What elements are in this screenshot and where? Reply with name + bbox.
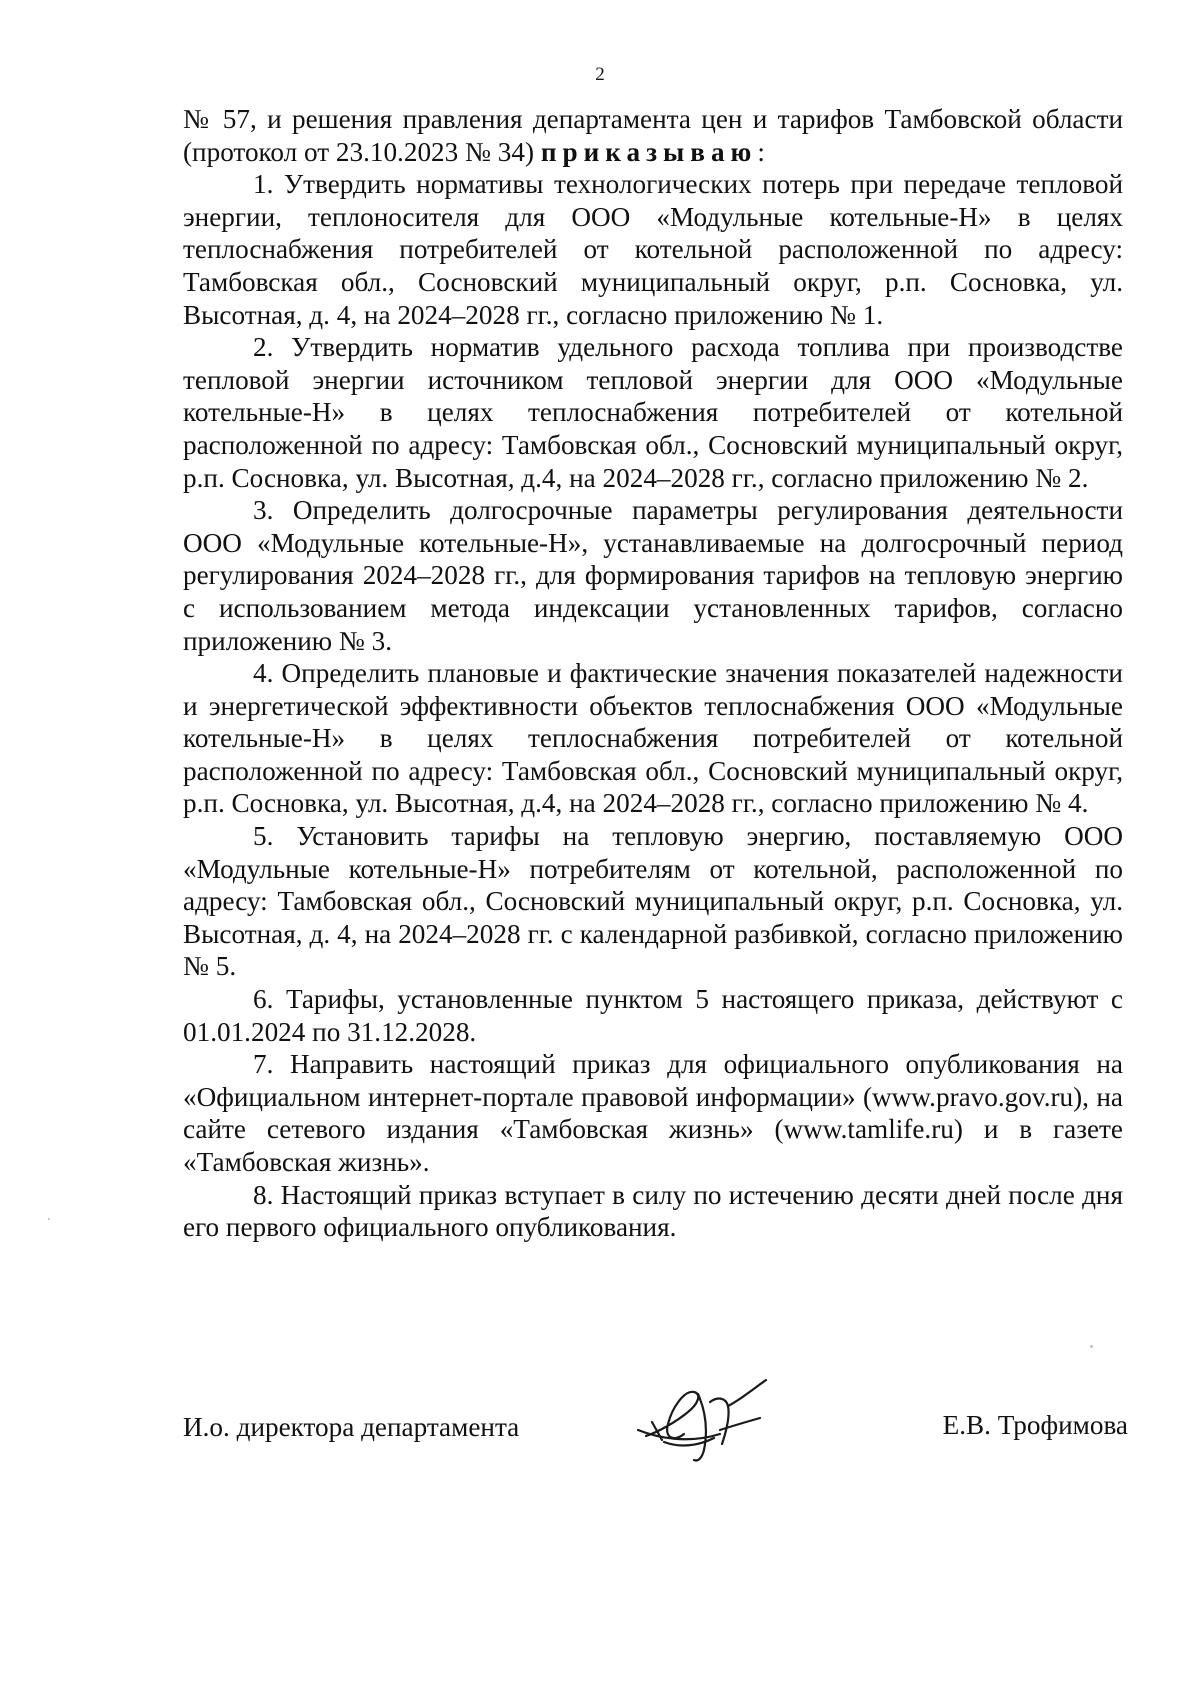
order-item-4: 4. Определить плановые и фактические значения показателей надежности и энергетической эффективности объектов теплоснабжения ООО «Модульные котельные-Н» в целях теплоснабжения потребителей от котельной расположенной по адресу: Тамбовская обл., Сосновский муниципальный округ, р.п. Сосновка, ул. Высотная, д.4, на 2024–2028 гг., согласно приложению № 4. [183, 658, 1123, 819]
order-item-7: 7. Направить настоящий приказ для официального опубликования на «Официальном интернет-портале правовой информации» (www.pravo.gov.ru), на сайте сетевого издания «Тамбовская жизнь» (www.tamlife.ru) и в газете «Тамбовская жизнь». [183, 1049, 1123, 1177]
order-body [183, 103, 1123, 1244]
order-item-6: 6. Тарифы, установленные пунктом 5 настоящего приказа, действуют с 01.01.2024 по 31.12.2028. [183, 984, 1123, 1047]
scan-speck [48, 1218, 50, 1220]
intro-paragraph [183, 103, 1123, 168]
order-item-8: 8. Настоящий приказ вступает в силу по истечению десяти дней после дня его первого официального опубликования. [183, 1179, 1123, 1243]
order-item-2: 2. Утвердить норматив удельного расхода топлива при производстве тепловой энергии источником тепловой энергии для ООО «Модульные котельные-Н» в целях теплоснабжения потребителей от котельной расположенной по адресу: Тамбовская обл., Сосновский муниципальный округ, р.п. Сосновка, ул. Высотная, д.4, на 2024–2028 гг., согласно приложению № 2. [183, 332, 1123, 493]
signatory-name: Е.В. Трофимова [942, 1410, 1128, 1440]
order-item-1: 1. Утвердить нормативы технологических потерь при передаче тепловой энергии, теплоносителя для ООО «Модульные котельные-Н» в целях теплоснабжения потребителей от котельной расположенной по адресу: Тамбовская обл., Сосновский муниципальный округ, р.п. Сосновка, ул. Высотная, д. 4, на 2024–2028 гг., согласно приложению № 1. [183, 169, 1123, 330]
page-number: 2 [595, 64, 605, 85]
signature-block [183, 1372, 1128, 1472]
intro-colon: : [757, 136, 765, 167]
order-keyword: приказываю [540, 136, 758, 167]
handwritten-signature [628, 1372, 798, 1472]
signatory-position: И.о. директора департамента [183, 1412, 520, 1442]
order-item-5: 5. Установить тарифы на тепловую энергию, поставляемую ООО «Модульные котельные-Н» потребителям от котельной, расположенной по адресу: Тамбовская обл., Сосновский муниципальный округ, р.п. Сосновка, ул. Высотная, д. 4, на 2024–2028 гг. с календарной разбивкой, согласно приложению № 5. [183, 821, 1123, 982]
order-item-3: 3. Определить долгосрочные параметры регулирования деятельности ООО «Модульные котельные-Н», устанавливаемые на долгосрочный период регулирования 2024–2028 гг., для формирования тарифов на тепловую энергию с использованием метода индексации установленных тарифов, согласно приложению № 3. [183, 495, 1123, 656]
intro-text: № 57, и решения правления департамента цен и тарифов Тамбовской области (протокол от 23.10.2023 № 34) [183, 104, 1123, 167]
scan-speck [1090, 1345, 1093, 1348]
